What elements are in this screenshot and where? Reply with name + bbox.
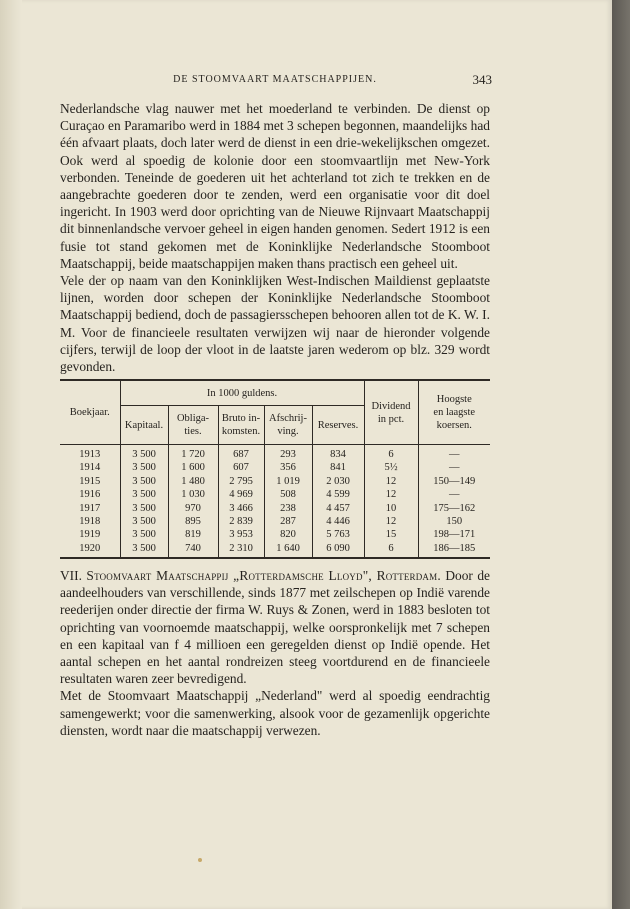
paragraph (60, 567, 490, 687)
cell-bruto: 3 466 (218, 502, 264, 515)
cell-koersen: 186—185 (418, 542, 490, 558)
cell-kapitaal: 3 500 (120, 445, 168, 462)
cell-bruto: 2 795 (218, 475, 264, 488)
table-row (60, 515, 490, 528)
cell-reserves: 841 (312, 461, 364, 474)
cell-year: 1919 (79, 529, 101, 541)
col-header-bruto: Bruto in- komsten. (218, 406, 264, 445)
table-row (60, 475, 490, 488)
cell-afschrijving: 820 (264, 528, 312, 541)
cell-bruto: 687 (218, 445, 264, 462)
cell-reserves: 5 763 (312, 528, 364, 541)
cell-year: 1913 (79, 449, 101, 460)
col-header-afschrijving: Afschrij- ving. (264, 406, 312, 445)
cell-bruto: 607 (218, 461, 264, 474)
cell-kapitaal: 3 500 (120, 488, 168, 501)
table-row (60, 461, 490, 474)
cell-afschrijving: 508 (264, 488, 312, 501)
paragraph: Nederlandsche vlag nauwer met het moederland te verbinden. De dienst op Curaçao en Paramaribo werd in 1884 met 3 schepen begonnen, maandelijks had één afvaart plaats, doch later werd de dienst in een drie-wekelijkschen omgezet. Ook werd al spoedig de kolonie door een stoomvaartlijn met New-York verbonden. Teneinde de goederen uit het achterland tot zich te trekken en de aangebrachte goederen door te zenden, werd een organisatie voor dit doel ingericht. In 1903 werd door oprichting van de Nieuwe Rijnvaart Maatschappij dit binnenlandsche vervoer geheel in eigen handen genomen. Sedert 1912 is een fusie tot stand gekomen met de Koninklijke Nederlandsche Stoomboot Maatschappij, beide maatschappijen maken thans practisch een geheel uit. (60, 101, 490, 271)
cell-obligaties: 819 (168, 528, 218, 541)
group-header: In 1000 guldens. (120, 380, 364, 406)
cell-year: 1916 (79, 489, 101, 501)
cell-koersen: — (418, 445, 490, 462)
cell-dividend: 5½ (364, 461, 418, 474)
cell-reserves: 834 (312, 445, 364, 462)
paragraph: Met de Stoomvaart Maatschappij „Nederland" werd al spoedig eendrachtig samengewerkt; voor die samenwerking, alsook voor de gezamenlijk opgerichte diensten, wordt naar die maatschappij verwezen. (60, 688, 490, 738)
cell-koersen: — (418, 488, 490, 501)
cell-dividend: 12 (364, 475, 418, 488)
table-row (60, 542, 490, 558)
table-body (60, 445, 490, 559)
section-body: Door de aandeelhouders van verschillende, sinds 1877 met zeilschepen op Indië varende reederijen onder directie der firma W. Ruys & Zonen, werd in 1883 besloten tot oprichting van voornoemde maatschappij, welke oorspronkelijk met 7 schepen en een kapitaal van f 4 millioen een geregelden dienst op Indië opende. Het aantal schepen en het aantal rondreizen steeg voortdurend en de financieele resultaten waren zeer bevredigend. (60, 568, 490, 687)
page-number: 343 (472, 72, 492, 87)
cell-reserves: 6 090 (312, 542, 364, 558)
col-header-kapitaal: Kapitaal. (120, 406, 168, 445)
cell-dividend: 10 (364, 502, 418, 515)
cell-koersen: 198—171 (418, 528, 490, 541)
paragraph-block-1 (60, 100, 490, 375)
col-header-obligaties: Obliga- ties. (168, 406, 218, 445)
cell-year: 1915 (79, 475, 101, 487)
cell-koersen: 150 (418, 515, 490, 528)
cell-afschrijving: 238 (264, 502, 312, 515)
cell-reserves: 2 030 (312, 475, 364, 488)
cell-reserves: 4 446 (312, 515, 364, 528)
page-spot (198, 858, 202, 862)
cell-bruto: 2 310 (218, 542, 264, 558)
cell-dividend: 6 (364, 445, 418, 462)
table-row (60, 502, 490, 515)
cell-kapitaal: 3 500 (120, 475, 168, 488)
cell-year: 1914 (79, 462, 101, 474)
cell-bruto: 2 839 (218, 515, 264, 528)
table-row (60, 445, 490, 462)
cell-year: 1920 (60, 542, 120, 558)
cell-obligaties: 1 480 (168, 475, 218, 488)
cell-kapitaal: 3 500 (120, 515, 168, 528)
cell-koersen: 150—149 (418, 475, 490, 488)
col-header-koersen: Hoogste en laagste koersen. (418, 380, 490, 445)
financial-results-table (60, 379, 490, 559)
cell-reserves: 4 599 (312, 488, 364, 501)
cell-kapitaal: 3 500 (120, 528, 168, 541)
table-row (60, 488, 490, 501)
cell-reserves: 4 457 (312, 502, 364, 515)
cell-dividend: 12 (364, 488, 418, 501)
cell-obligaties: 895 (168, 515, 218, 528)
col-header-reserves: Reserves. (312, 406, 364, 445)
cell-koersen: 175—162 (418, 502, 490, 515)
cell-bruto: 3 953 (218, 528, 264, 541)
cell-koersen: — (418, 461, 490, 474)
table-row (60, 528, 490, 541)
adjacent-page-edge (612, 0, 630, 909)
cell-dividend: 12 (364, 515, 418, 528)
cell-obligaties: 970 (168, 502, 218, 515)
cell-afschrijving: 1 640 (264, 542, 312, 558)
cell-kapitaal: 3 500 (120, 502, 168, 515)
cell-dividend: 6 (364, 542, 418, 558)
section-number: VII. (60, 568, 82, 583)
cell-afschrijving: 293 (264, 445, 312, 462)
section-vii (60, 567, 490, 739)
cell-year: 1918 (79, 516, 101, 528)
cell-bruto: 4 969 (218, 488, 264, 501)
cell-kapitaal: 3 500 (120, 461, 168, 474)
page-binding-shadow (0, 0, 22, 909)
cell-dividend: 15 (364, 528, 418, 541)
cell-afschrijving: 287 (264, 515, 312, 528)
running-title: DE STOOMVAART MAATSCHAPPIJEN. (173, 74, 377, 85)
paragraph: Vele der op naam van den Koninklijken West-Indischen Maildienst geplaatste lijnen, worden door schepen der Koninklijke Nederlandsche Stoomboot Maatschappij bediend, doch de passagiersschepen behooren allen tot de K. W. I. M. Voor de financieele resultaten verwijzen wij naar de hieronder volgende cijfers, terwijl de loop der vloot in de laatste jaren wederom op blz. 329 wordt gevonden. (60, 273, 490, 375)
cell-afschrijving: 1 019 (264, 475, 312, 488)
cell-obligaties: 740 (168, 542, 218, 558)
cell-afschrijving: 356 (264, 461, 312, 474)
cell-obligaties: 1 720 (168, 445, 218, 462)
cell-kapitaal: 3 500 (120, 542, 168, 558)
section-title: Stoomvaart Maatschappij „Rotterdamsche Lloyd", Rotterdam. (86, 568, 441, 583)
cell-year: 1917 (79, 502, 101, 514)
col-header-dividend: Dividend in pct. (364, 380, 418, 445)
col-header-year: Boekjaar. (60, 380, 120, 445)
cell-obligaties: 1 600 (168, 461, 218, 474)
cell-obligaties: 1 030 (168, 488, 218, 501)
